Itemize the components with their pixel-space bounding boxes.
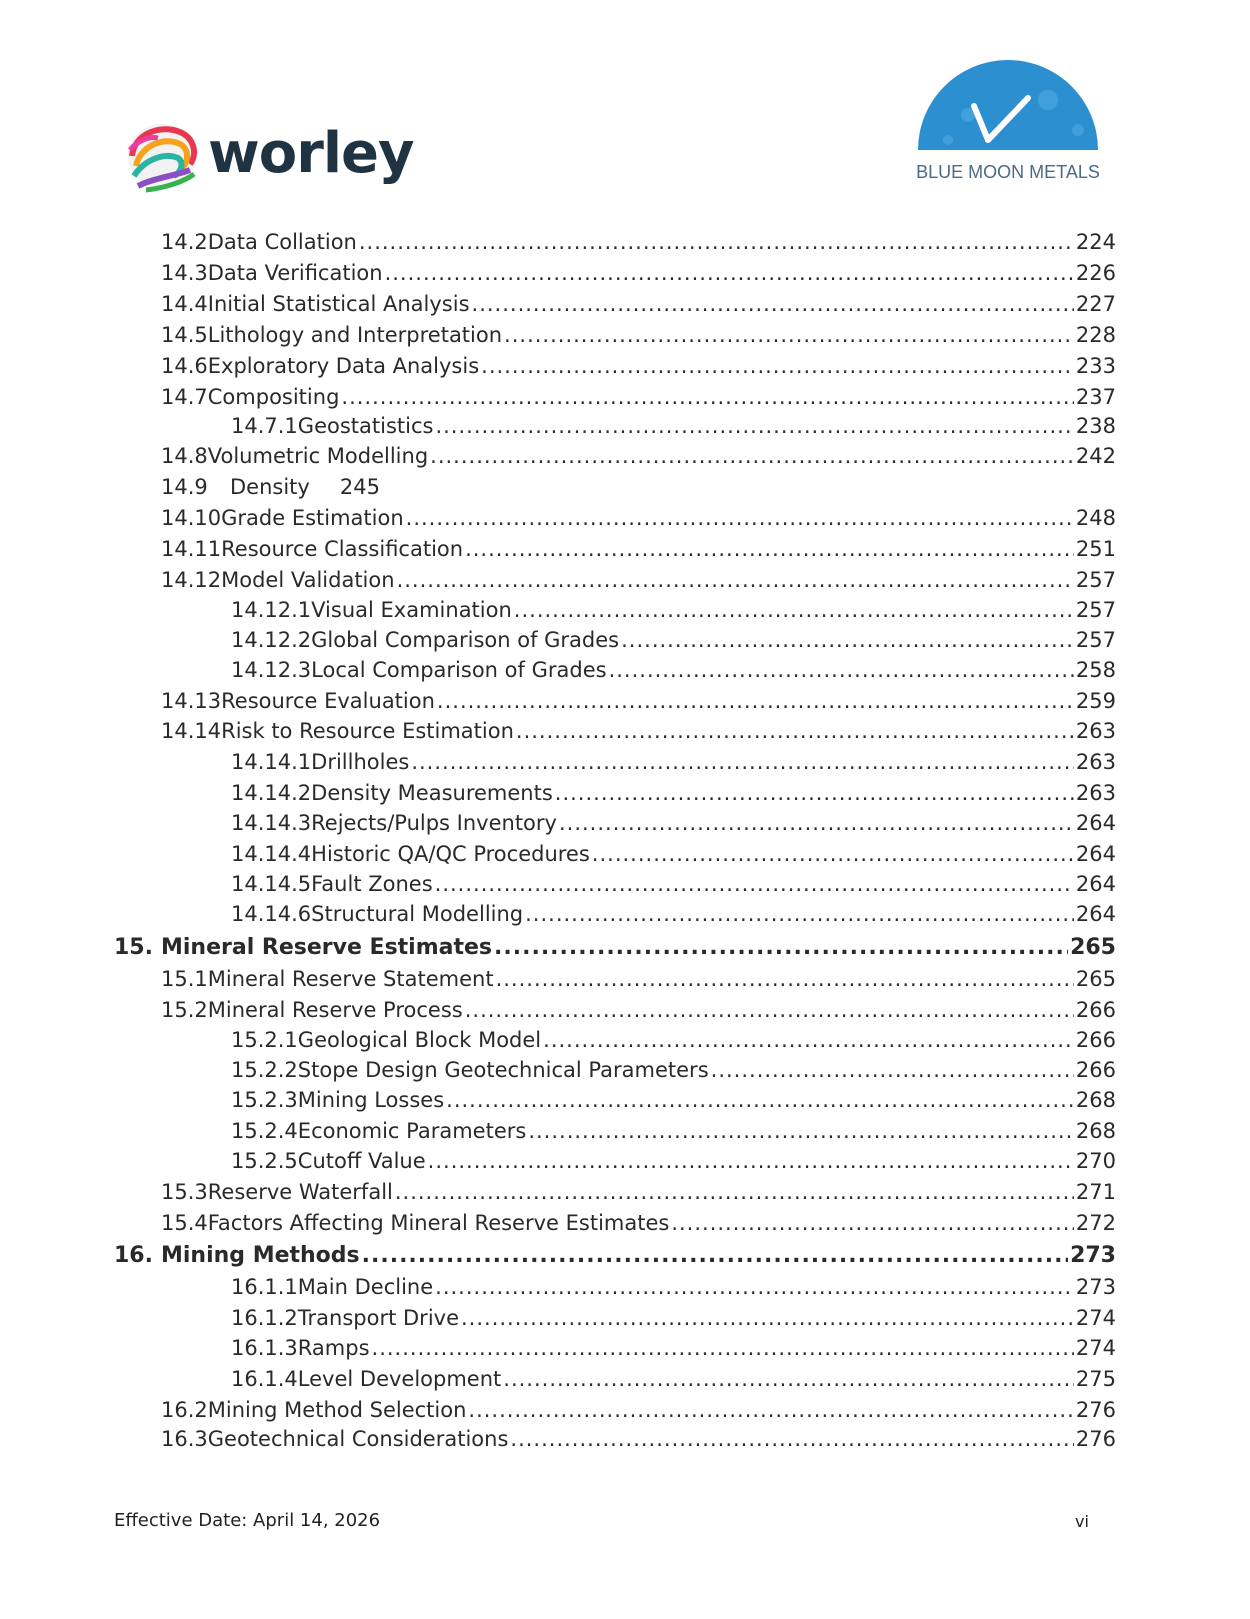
toc-entry-number: 15. [114, 935, 153, 960]
toc-entry-title: Level Development [297, 1367, 502, 1391]
toc-entry-page: 274 [1075, 1336, 1116, 1360]
toc-entry[interactable] [231, 899, 1116, 929]
toc-entry-page: 264 [1075, 842, 1116, 866]
toc-entry-number: 15.2 [161, 998, 208, 1022]
toc-entry[interactable] [231, 839, 1116, 869]
toc-entry-page: 224 [1075, 230, 1116, 254]
toc-entry-page: 227 [1075, 292, 1116, 316]
toc-dot-leader [516, 716, 1074, 746]
toc-entry[interactable] [231, 1272, 1116, 1302]
toc-dot-leader [592, 839, 1074, 869]
toc-entry-number: 14.7.1 [231, 414, 298, 438]
toc-entry-page: 263 [1075, 719, 1116, 743]
toc-entry-number: 14.6 [161, 354, 208, 378]
toc-entry-page: 238 [1075, 414, 1116, 438]
toc-entry-number: 15.2.4 [231, 1119, 298, 1143]
toc-dot-leader [514, 595, 1074, 625]
toc-entry-title: Mining Losses [297, 1088, 445, 1112]
toc-dot-leader [621, 625, 1074, 655]
toc-entry-page: 257 [1075, 598, 1116, 622]
toc-entry-title: Resource Evaluation [221, 689, 435, 713]
toc-entry-title: Rejects/Pulps Inventory [311, 811, 557, 835]
toc-entry[interactable] [231, 808, 1116, 838]
toc-entry-page: 266 [1075, 1028, 1116, 1052]
toc-entry-number: 14.14.3 [231, 811, 312, 835]
toc-entry-page: 258 [1075, 658, 1116, 682]
toc-dot-leader [341, 382, 1074, 412]
toc-entry-number: 14.14 [161, 719, 222, 743]
toc-entry-title: Mineral Reserve Statement [207, 967, 494, 991]
toc-entry-page: 233 [1075, 354, 1116, 378]
toc-entry[interactable] [231, 869, 1116, 899]
toc-entry[interactable] [161, 472, 1116, 502]
toc-entry-title: Ramps [297, 1336, 370, 1360]
toc-entry-number: 16.1.2 [231, 1306, 298, 1330]
toc-entry-page: 257 [1075, 628, 1116, 652]
toc-dot-leader [465, 534, 1074, 564]
toc-entry[interactable] [161, 716, 1116, 746]
moon-emblem-icon [908, 60, 1108, 190]
toc-dot-leader [397, 565, 1074, 595]
toc-entry-number: 14.4 [161, 292, 208, 316]
toc-entry-page: 273 [1070, 1243, 1116, 1268]
toc-entry[interactable] [231, 625, 1116, 655]
toc-entry[interactable] [231, 1025, 1116, 1055]
toc-entry-page: 248 [1075, 506, 1116, 530]
toc-entry-title: Geostatistics [297, 414, 434, 438]
toc-entry-title: Economic Parameters [297, 1119, 527, 1143]
toc-entry-number: 16. [114, 1243, 153, 1268]
toc-entry[interactable] [231, 1055, 1116, 1085]
toc-dot-leader [609, 655, 1074, 685]
toc-entry-title: Mineral Reserve Process [207, 998, 463, 1022]
toc-dot-leader [504, 320, 1074, 350]
toc-entry-number: 14.14.1 [231, 750, 312, 774]
toc-entry-page: 263 [1075, 781, 1116, 805]
toc-entry[interactable] [231, 1303, 1116, 1333]
toc-entry[interactable] [161, 1424, 1116, 1454]
toc-entry-page: 264 [1075, 872, 1116, 896]
toc-entry-page: 245 [339, 475, 380, 499]
toc-entry[interactable] [231, 1146, 1116, 1176]
toc-entry-page: 273 [1075, 1275, 1116, 1299]
toc-entry-number: 16.2 [161, 1398, 208, 1422]
toc-entry[interactable] [161, 351, 1116, 381]
toc-entry-number: 15.4 [161, 1211, 208, 1235]
toc-entry-title: Resource Classification [221, 537, 464, 561]
toc-dot-leader [472, 289, 1074, 319]
toc-dot-leader [435, 1272, 1074, 1302]
toc-dot-leader [559, 808, 1074, 838]
toc-entry-page: 226 [1075, 261, 1116, 285]
toc-entry[interactable] [231, 1116, 1116, 1146]
toc-dot-leader [461, 1303, 1074, 1333]
toc-entry[interactable] [161, 258, 1116, 288]
toc-entry[interactable] [231, 595, 1116, 625]
toc-entry-page: 257 [1075, 568, 1116, 592]
toc-entry-number: 15.2.5 [231, 1149, 298, 1173]
toc-entry-page: 275 [1075, 1367, 1116, 1391]
toc-dot-leader [437, 686, 1074, 716]
toc-dot-leader [525, 899, 1074, 929]
toc-dot-leader [430, 441, 1074, 471]
toc-entry[interactable] [161, 1177, 1116, 1207]
effective-date: Effective Date: April 14, 2026 [114, 1510, 381, 1531]
toc-entry[interactable] [161, 503, 1116, 533]
toc-entry-number: 14.7 [161, 385, 208, 409]
toc-entry-title: Volumetric Modelling [207, 444, 429, 468]
toc-entry-title: Structural Modelling [311, 902, 524, 926]
toc-entry-number: 15.2.2 [231, 1058, 298, 1082]
toc-entry-title: Visual Examination [311, 598, 512, 622]
toc-dot-leader [435, 869, 1074, 899]
toc-dot-leader [543, 1025, 1074, 1055]
toc-entry-title: Historic QA/QC Procedures [311, 842, 590, 866]
toc-entry-number: 14.10 [161, 506, 222, 530]
toc-entry-number: 14.14.5 [231, 872, 312, 896]
toc-entry-title: Exploratory Data Analysis [207, 354, 480, 378]
toc-entry-number: 14.12.2 [231, 628, 312, 652]
toc-dot-leader [468, 1395, 1074, 1425]
toc-entry-page: 264 [1075, 902, 1116, 926]
toc-entry-page: 264 [1075, 811, 1116, 835]
toc-entry-title: Geological Block Model [297, 1028, 542, 1052]
toc-entry-page: 265 [1070, 935, 1116, 960]
toc-entry[interactable] [231, 411, 1116, 441]
blue-moon-metals-wordmark: BLUE MOON METALS [916, 162, 1100, 182]
toc-entry[interactable] [231, 1364, 1116, 1394]
toc-dot-leader [496, 964, 1074, 994]
toc-dot-leader [359, 227, 1074, 257]
toc-entry-title: Mining Methods [160, 1243, 360, 1268]
toc-entry-title: Factors Affecting Mineral Reserve Estimates [207, 1211, 670, 1235]
toc-entry[interactable] [161, 1208, 1116, 1238]
toc-entry-title: Fault Zones [311, 872, 433, 896]
toc-entry-title: Drillholes [311, 750, 410, 774]
toc-entry[interactable] [231, 1333, 1116, 1363]
toc-entry-number: 16.3 [161, 1427, 208, 1451]
toc-entry-page: 276 [1075, 1427, 1116, 1451]
toc-section-entry[interactable] [114, 1241, 1116, 1271]
toc-entry-number: 15.2.1 [231, 1028, 298, 1052]
toc-entry-page: 274 [1075, 1306, 1116, 1330]
toc-entry[interactable] [161, 320, 1116, 350]
toc-entry-page: 270 [1075, 1149, 1116, 1173]
toc-entry[interactable] [161, 289, 1116, 319]
toc-entry-number: 14.11 [161, 537, 222, 561]
toc-entry-title: Stope Design Geotechnical Parameters [297, 1058, 709, 1082]
toc-entry-number: 14.13 [161, 689, 222, 713]
toc-entry-page: 251 [1075, 537, 1116, 561]
toc-entry-title: Compositing [207, 385, 340, 409]
toc-dot-leader [411, 747, 1074, 777]
toc-entry[interactable] [161, 565, 1116, 595]
toc-entry-title: Mining Method Selection [207, 1398, 467, 1422]
toc-entry-page: 242 [1075, 444, 1116, 468]
toc-entry-title: Cutoff Value [297, 1149, 426, 1173]
toc-entry-title: Mineral Reserve Estimates [160, 935, 493, 960]
toc-section-entry[interactable] [114, 933, 1116, 963]
toc-entry-title: Risk to Resource Estimation [221, 719, 514, 743]
toc-entry-number: 15.2.3 [231, 1088, 298, 1112]
toc-entry[interactable] [231, 655, 1116, 685]
toc-entry[interactable] [161, 227, 1116, 257]
toc-entry[interactable] [161, 686, 1116, 716]
toc-entry-title: Global Comparison of Grades [311, 628, 620, 652]
toc-dot-leader [555, 778, 1074, 808]
toc-entry[interactable] [161, 1395, 1116, 1425]
toc-dot-leader [372, 1333, 1074, 1363]
toc-entry-page: 259 [1075, 689, 1116, 713]
page-number: vi [1075, 1512, 1089, 1531]
toc-entry-title: Grade Estimation [221, 506, 404, 530]
toc-entry[interactable] [161, 441, 1116, 471]
toc-entry-title: Data Collation [207, 230, 357, 254]
toc-entry-title: Density Measurements [311, 781, 553, 805]
worley-wordmark: worley [208, 121, 414, 186]
toc-entry-page: 266 [1075, 998, 1116, 1022]
toc-entry[interactable] [161, 995, 1116, 1025]
toc-entry[interactable] [231, 747, 1116, 777]
worley-swirl-icon [124, 120, 204, 200]
toc-entry-number: 16.1.1 [231, 1275, 298, 1299]
toc-entry-page: 272 [1075, 1211, 1116, 1235]
toc-dot-leader [406, 503, 1074, 533]
toc-dot-leader [435, 411, 1073, 441]
toc-dot-leader [510, 1424, 1074, 1454]
toc-entry-page: 266 [1075, 1058, 1116, 1082]
blue-moon-metals-logo [908, 60, 1108, 190]
toc-entry[interactable] [161, 382, 1116, 412]
toc-entry-title: Initial Statistical Analysis [207, 292, 470, 316]
toc-entry[interactable] [231, 1085, 1116, 1115]
toc-entry-title: Model Validation [221, 568, 395, 592]
toc-entry-number: 14.12.1 [231, 598, 312, 622]
toc-entry-page: 276 [1075, 1398, 1116, 1422]
toc-dot-leader [494, 933, 1068, 963]
toc-dot-leader [446, 1085, 1074, 1115]
toc-entry-page: 237 [1075, 385, 1116, 409]
toc-entry-page: 263 [1075, 750, 1116, 774]
toc-entry-number: 16.1.4 [231, 1367, 298, 1391]
toc-dot-leader [711, 1055, 1074, 1085]
toc-dot-leader [503, 1364, 1074, 1394]
toc-entry-page: 265 [1075, 967, 1116, 991]
toc-entry[interactable] [231, 778, 1116, 808]
toc-entry-title: Density [230, 475, 310, 499]
toc-entry-number: 15.1 [161, 967, 208, 991]
toc-entry-number: 14.3 [161, 261, 208, 285]
toc-entry-number: 14.9 [161, 475, 208, 499]
toc-dot-leader [385, 258, 1074, 288]
toc-dot-leader [481, 351, 1074, 381]
toc-entry-title: Reserve Waterfall [207, 1180, 393, 1204]
toc-entry-number: 14.14.6 [231, 902, 312, 926]
toc-entry-page: 268 [1075, 1088, 1116, 1112]
toc-entry-number: 14.2 [161, 230, 208, 254]
toc-entry[interactable] [161, 964, 1116, 994]
toc-dot-leader [528, 1116, 1074, 1146]
toc-entry-number: 14.14.2 [231, 781, 312, 805]
toc-dot-leader [428, 1146, 1074, 1176]
toc-entry-page: 228 [1075, 323, 1116, 347]
toc-entry-number: 14.8 [161, 444, 208, 468]
toc-dot-leader [395, 1177, 1074, 1207]
toc-entry-page: 268 [1075, 1119, 1116, 1143]
toc-entry-title: Transport Drive [297, 1306, 459, 1330]
toc-entry-number: 14.12 [161, 568, 222, 592]
worley-logo [124, 120, 444, 200]
toc-entry-number: 14.12.3 [231, 658, 312, 682]
toc-entry-title: Main Decline [297, 1275, 434, 1299]
toc-entry[interactable] [161, 534, 1116, 564]
toc-entry-title: Lithology and Interpretation [207, 323, 503, 347]
toc-dot-leader [465, 995, 1074, 1025]
toc-entry-title: Geotechnical Considerations [207, 1427, 509, 1451]
toc-entry-page: 271 [1075, 1180, 1116, 1204]
toc-dot-leader [362, 1241, 1068, 1271]
toc-entry-number: 14.14.4 [231, 842, 312, 866]
toc-entry-number: 14.5 [161, 323, 208, 347]
toc-entry-number: 16.1.3 [231, 1336, 298, 1360]
toc-dot-leader [671, 1208, 1074, 1238]
toc-entry-title: Data Verification [207, 261, 383, 285]
toc-entry-title: Local Comparison of Grades [311, 658, 607, 682]
toc-entry-number: 15.3 [161, 1180, 208, 1204]
